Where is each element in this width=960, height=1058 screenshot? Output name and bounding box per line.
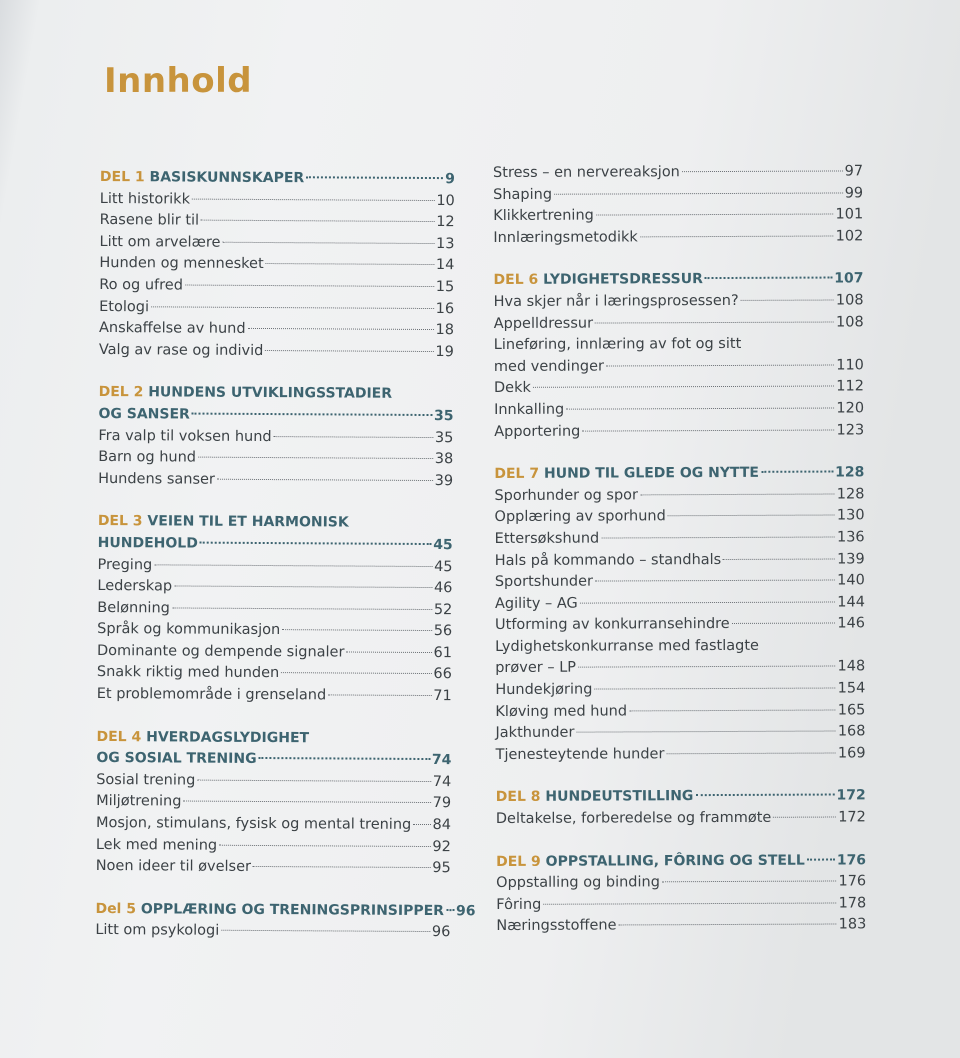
toc-entry-text: Litt historikk [99, 190, 191, 208]
toc-entry-text: Stress – en nervereaksjon [493, 164, 680, 181]
toc-entry-page: 130 [836, 507, 865, 524]
dot-leader [666, 752, 835, 754]
toc-entry-page: 172 [838, 809, 866, 826]
dot-leader [192, 413, 432, 416]
dot-leader [761, 471, 833, 473]
toc-entry [98, 554, 453, 578]
section-number: DEL 7 [494, 465, 540, 483]
toc-entry [99, 297, 454, 321]
toc-entry-text: Et problemområde i grenseland [96, 686, 327, 704]
toc-entry [496, 872, 866, 895]
section-page-number: 172 [836, 787, 866, 804]
toc-entry-page: 14 [435, 257, 455, 274]
toc-entry-page: 176 [838, 873, 867, 890]
toc-entry-page: 183 [838, 916, 867, 933]
toc-entry-text: Mosjon, stimulans, fysisk og mental trening [95, 815, 412, 833]
dot-leader [596, 214, 834, 216]
dot-leader [346, 651, 431, 653]
toc-entry [99, 275, 454, 299]
toc-entry [494, 484, 864, 507]
toc-entry-text: Lek med mening [95, 836, 218, 854]
toc-entry [96, 813, 451, 837]
section-heading-text [99, 384, 393, 402]
section-title: OPPSTALLING, FÔRING OG STELL [545, 852, 805, 870]
dot-leader [281, 673, 431, 675]
section-page-number: 96 [455, 903, 476, 920]
toc-entry-text: Kløving med hund [495, 703, 628, 720]
section-title: HUNDEHOLD [97, 534, 198, 552]
section-page-number: 35 [433, 407, 454, 425]
toc-entry-text: Preging [97, 556, 153, 573]
section-heading-text [496, 787, 694, 809]
toc-entry [97, 684, 452, 708]
dot-leader [222, 242, 434, 244]
toc-entry [496, 807, 866, 830]
dot-leader [618, 924, 836, 926]
toc-entry-page: 92 [432, 838, 451, 855]
toc-entry-page: 79 [432, 795, 452, 812]
dot-leader [606, 364, 834, 366]
toc-entry-page: 120 [836, 400, 865, 417]
toc-entry [99, 318, 454, 342]
dot-leader [185, 284, 434, 287]
section-page-number: 176 [836, 852, 867, 869]
toc-section [493, 269, 864, 443]
section-heading-text [494, 463, 759, 486]
toc-entry-text: Dekk [493, 380, 531, 397]
toc-entry [494, 355, 864, 378]
toc-entry [96, 770, 451, 794]
toc-entry-text: Klikkertrening [493, 207, 594, 225]
toc-entry-page: 10 [436, 192, 455, 209]
toc-entry-page: 136 [836, 529, 865, 546]
toc-entry [97, 598, 452, 622]
toc-entry [98, 469, 453, 493]
dot-leader [446, 909, 454, 911]
toc-entry-page: 154 [837, 680, 866, 697]
dot-leader [282, 629, 432, 631]
dot-leader [172, 607, 432, 610]
toc-entry [100, 210, 455, 234]
toc-entry-page: 35 [434, 429, 454, 446]
section-heading [98, 404, 453, 428]
section-heading [494, 463, 864, 486]
dot-leader [682, 170, 843, 172]
toc-entry [493, 205, 863, 228]
dot-leader [200, 542, 431, 545]
section-number: DEL 6 [493, 272, 539, 289]
toc-entry-text: Hundekjøring [495, 681, 593, 699]
section-title: OG SOSIAL TRENING [96, 750, 257, 768]
toc-entry-page: 38 [434, 451, 454, 468]
toc-entry-text: Fôring [496, 896, 542, 913]
toc-entry [496, 743, 866, 766]
toc-entry-text: Miljøtrening [96, 793, 182, 810]
toc-entry [100, 189, 455, 213]
toc-entry-text: Hundens sanser [98, 470, 215, 488]
toc-entry-text: Hals på kommando – standhals [494, 551, 722, 569]
toc-entry [495, 678, 865, 701]
dot-leader [201, 220, 434, 222]
toc-entry [495, 657, 865, 680]
toc-entry-page: 140 [837, 572, 865, 589]
toc-entry-page: 84 [432, 817, 452, 834]
section-page-number: 74 [431, 752, 452, 769]
section-number: DEL 4 [96, 728, 142, 745]
dot-leader [705, 277, 832, 280]
toc-entry-page: 13 [436, 235, 455, 252]
toc-entry [496, 893, 866, 916]
dot-leader [197, 779, 431, 781]
toc-entry [96, 856, 451, 880]
toc-entry [495, 614, 865, 637]
toc-entry-page: 45 [434, 558, 453, 575]
toc-entry [493, 183, 863, 206]
toc-section [97, 511, 453, 708]
toc-entry [97, 619, 452, 643]
section-number: Del 5 [95, 900, 137, 918]
dot-leader [578, 666, 836, 668]
section-heading-text [493, 269, 702, 292]
toc-entry-text: Næringsstoffene [496, 917, 617, 935]
toc-entry-text: Lydighetskonkurranse med fastlagte [495, 637, 759, 655]
toc-entry-text: Sporhunder og spor [494, 487, 639, 504]
toc-entry-text: Sosial trening [96, 771, 196, 789]
toc-entry-page: 71 [433, 688, 452, 705]
section-title: OG SANSER [98, 405, 190, 423]
toc-entry [494, 290, 864, 313]
toc-entry [495, 700, 865, 723]
section-title: HVERDAGSLYDIGHET [146, 728, 310, 746]
toc-entry-page: 101 [835, 206, 864, 223]
toc-entry-text: Utforming av konkurransehindre [494, 616, 730, 634]
toc-entry [494, 312, 864, 335]
toc-entry-text: Apportering [494, 423, 581, 440]
dot-leader [183, 801, 430, 804]
dot-leader [174, 586, 432, 589]
toc-entry-page: 56 [433, 623, 453, 640]
toc-entry-text: Ro og ufred [99, 276, 183, 294]
toc-entry-page: 178 [838, 895, 867, 912]
dot-leader [198, 457, 433, 459]
section-title: HUNDEUTSTILLING [545, 788, 694, 806]
toc-entry-text: Lederskap [97, 578, 173, 595]
toc-entry-text: Fra valp til voksen hund [98, 427, 272, 445]
dot-leader [253, 866, 430, 868]
toc-entry [493, 161, 863, 184]
toc-entry-text: Språk og kommunikasjon [97, 621, 281, 639]
section-number: DEL 1 [99, 168, 145, 186]
toc-entry-page: 97 [844, 163, 864, 180]
section-heading-text [98, 513, 349, 531]
toc-entry-page: 39 [434, 472, 454, 489]
dot-leader [221, 930, 430, 932]
toc-entry-text: Opplæring av sporhund [494, 508, 666, 526]
section-title: OPPLÆRING OG TRENINGSPRINSIPPER [140, 901, 445, 919]
toc-entry-text: Sportshunder [494, 573, 594, 591]
section-heading [98, 511, 453, 535]
toc-right-column [493, 161, 866, 938]
section-heading [496, 850, 866, 873]
toc-entry [494, 420, 864, 443]
toc-entry-page: 169 [837, 745, 866, 762]
toc-section [496, 850, 866, 938]
toc-entry-page: 146 [837, 615, 866, 632]
dot-leader [543, 902, 836, 904]
toc-entry-page: 18 [435, 322, 455, 339]
toc-entry [95, 920, 450, 944]
toc-entry-page: 123 [836, 421, 865, 439]
dot-leader [219, 844, 430, 846]
toc-entry-text: Ettersøkshund [494, 530, 600, 547]
section-page-number: 9 [445, 171, 455, 188]
dot-leader [274, 436, 433, 438]
toc-entry-page: 139 [837, 550, 865, 568]
toc-entry-text: Agility – AG [494, 595, 578, 612]
toc-section [99, 167, 455, 364]
dot-leader [265, 350, 433, 352]
toc-entry [96, 791, 451, 815]
dot-leader [154, 564, 432, 567]
section-heading [496, 786, 866, 809]
toc-entry-page: 16 [435, 300, 455, 317]
dot-leader [773, 817, 836, 818]
dot-leader [594, 688, 835, 690]
section-heading-text [98, 404, 189, 426]
toc-entry-page: 12 [436, 214, 455, 231]
toc-section [95, 899, 476, 944]
toc-entry-page: 52 [433, 601, 453, 618]
dot-leader [328, 694, 431, 696]
toc-entry-text: Belønning [97, 599, 170, 617]
toc-section [96, 727, 452, 880]
section-title: VEIEN TIL ET HARMONISK [147, 513, 349, 531]
toc-entry-text: Appelldressur [493, 315, 594, 332]
toc-entry-page: 102 [835, 228, 864, 245]
toc-entry-page: 66 [433, 666, 452, 683]
toc-section [494, 463, 865, 767]
toc-entry [97, 641, 452, 665]
toc-entry [99, 232, 454, 256]
toc-entry-text: Lineføring, innlæring av fot og sitt [493, 336, 742, 354]
section-number: DEL 9 [496, 853, 541, 870]
section-title: HUND TIL GLEDE OG NYTTE [543, 464, 759, 482]
dot-leader [554, 192, 843, 194]
toc-entry [493, 226, 863, 249]
section-heading [96, 727, 451, 751]
toc-section [496, 786, 866, 831]
dot-leader [413, 824, 430, 825]
dot-leader [807, 858, 835, 860]
dot-leader [266, 263, 434, 265]
toc-entry-page: 96 [431, 924, 451, 941]
toc-entry-text: Snakk riktig med hunden [96, 664, 280, 682]
section-title: BASISKUNNSKAPER [149, 169, 305, 187]
toc-entry-text: Tjenesteytende hunder [495, 746, 665, 763]
section-heading-text [100, 167, 304, 190]
toc-entry-text: Oppstalling og binding [496, 874, 660, 892]
toc-entry [495, 527, 865, 550]
toc-entry [495, 570, 865, 593]
toc-entry-text: Barn og hund [98, 449, 197, 466]
toc-entry [496, 915, 866, 938]
toc-left-column [95, 167, 476, 944]
toc-entry-text: Litt om arvelære [99, 233, 221, 251]
toc-entry [97, 662, 452, 686]
toc-entry-text: Rasene blir til [99, 212, 200, 229]
dot-leader [566, 407, 834, 409]
dot-leader [151, 306, 434, 309]
section-number: DEL 2 [98, 384, 144, 401]
toc-entry-text: Shaping [493, 186, 553, 203]
dot-leader [217, 478, 433, 480]
toc-entry-page: 15 [435, 279, 455, 296]
dot-leader [580, 601, 835, 603]
toc-entry-text: Etologi [99, 298, 150, 315]
section-heading [98, 533, 453, 557]
toc-entry [495, 722, 865, 745]
dot-leader [662, 881, 837, 883]
toc-entry-page: 148 [837, 658, 866, 675]
toc-entry-page: 61 [433, 644, 453, 662]
toc-entry-page: 46 [433, 580, 453, 597]
section-heading [95, 899, 476, 923]
toc-section [493, 161, 863, 249]
toc-entry-text: Innlæringsmetodikk [493, 229, 638, 246]
toc-entry-page: 110 [836, 357, 864, 374]
section-title: LYDIGHETSDRESSUR [543, 271, 703, 289]
dot-leader [306, 176, 443, 179]
toc-entry [96, 835, 451, 859]
toc-entry [494, 377, 864, 400]
toc-entry-text: Anskaffelse av hund [98, 320, 246, 338]
toc-entry-page: 165 [837, 702, 866, 719]
toc-entry [99, 340, 454, 364]
section-number: DEL 3 [97, 513, 143, 530]
toc-entry [98, 426, 453, 450]
toc-entry [494, 398, 864, 421]
toc-entry [495, 549, 865, 572]
dot-leader [533, 386, 834, 388]
dot-leader [601, 536, 835, 538]
toc-entry-page: 74 [432, 773, 452, 791]
toc-entry-text: Dominante og dempende signaler [96, 642, 345, 661]
dot-leader [668, 515, 835, 517]
dot-leader [576, 731, 835, 733]
section-page-number: 128 [835, 464, 865, 481]
toc-entry [495, 592, 865, 615]
dot-leader [192, 198, 434, 200]
toc-entry-page: 99 [844, 184, 864, 202]
toc-entry-text: Noen ideer til øvelser [95, 858, 252, 876]
toc-entry-text: prøver – LP [495, 660, 577, 677]
section-heading [99, 382, 454, 406]
dot-leader [732, 623, 836, 624]
toc-entry-text: Innkalling [494, 401, 565, 418]
toc-entry-page: 95 [432, 860, 451, 877]
toc-entry-page: 168 [837, 723, 866, 740]
section-heading-text [95, 899, 444, 923]
section-heading-text [496, 850, 805, 873]
section-heading [100, 167, 455, 191]
toc-entry-page: 108 [835, 313, 864, 331]
dot-leader [640, 235, 834, 237]
section-heading [96, 748, 451, 772]
dot-leader [582, 429, 834, 431]
toc-entry-page: 128 [836, 486, 865, 503]
toc-entry-page: 144 [837, 594, 865, 611]
toc-entry [99, 253, 454, 277]
toc-entry-page: 19 [435, 343, 454, 360]
dot-leader [248, 328, 434, 330]
dot-leader [640, 493, 835, 495]
toc-entry-text: Litt om psykologi [95, 922, 220, 940]
toc-entry [97, 576, 452, 600]
section-page-number: 45 [433, 536, 453, 554]
section-heading-text [96, 729, 309, 746]
section-title: HUNDENS UTVIKLINGSSTADIER [148, 384, 393, 403]
dot-leader [629, 709, 836, 711]
dot-leader [259, 757, 430, 760]
toc-entry-text: Hunden og mennesket [99, 255, 264, 273]
toc-entry-text: Jakthunder [495, 724, 575, 742]
dot-leader [595, 580, 835, 582]
toc-section [98, 382, 454, 492]
dot-leader [695, 794, 834, 797]
toc-entry-page: 108 [835, 292, 864, 309]
toc-entry-page: 112 [836, 378, 865, 395]
section-heading [493, 269, 863, 292]
page-title: Innhold [104, 60, 253, 101]
section-page-number: 107 [834, 270, 864, 287]
toc-entry-text: Deltakelse, forberedelse og frammøte [495, 809, 772, 828]
dot-leader [741, 299, 834, 300]
section-heading-text [98, 533, 198, 555]
toc-entry-text: Hva skjer når i læringsprosessen? [493, 292, 739, 310]
toc-entry [495, 506, 865, 529]
toc-entry-text: Valg av rase og individ [98, 341, 264, 359]
dot-leader [723, 558, 835, 559]
section-number: DEL 8 [495, 789, 541, 806]
section-heading-text [96, 748, 256, 771]
toc-entry [98, 447, 453, 471]
dot-leader [595, 321, 834, 323]
toc-entry-text: med vendinger [493, 358, 604, 375]
